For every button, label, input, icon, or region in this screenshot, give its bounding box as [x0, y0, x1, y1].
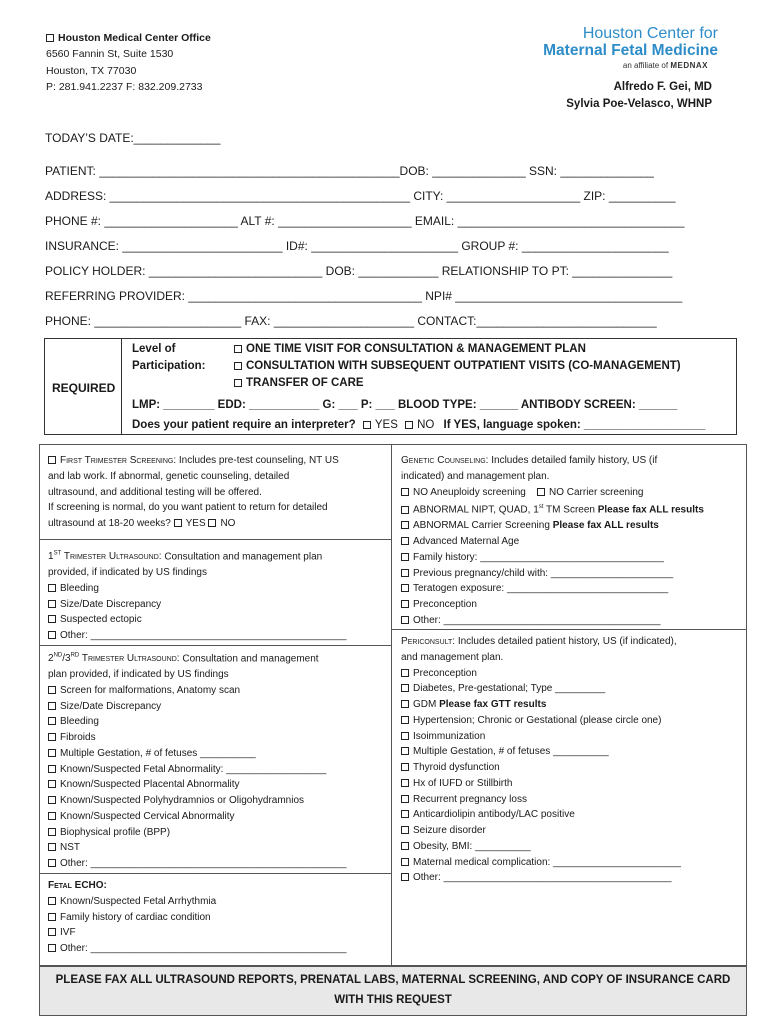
option-one-time-visit[interactable]: ONE TIME VISIT FOR CONSULTATION & MANAGEMENT PLAN [234, 341, 681, 358]
periconsult-section: Periconsult: Includes detailed patient history, US (if indicated), and management plan. Preconception Diabetes, Pre-gestational; Type _________ GDM Please fax GTT results Hypertension; Chronic or Gestational (please circle one) Isoimmunization Multiple Gestation, # of fetuses __________ Thyroid dysfunction Hx of IUFD or Stillbirth Recurrent pregnancy loss Anticardiolipin antibody/LAC positive Seizure disorder Obesity, BMI: __________ Maternal medical complication: _______________________ Other: _________________________________________ [401, 634, 743, 886]
list-item[interactable]: Diabetes, Pre-gestational; Type _________ [401, 681, 743, 697]
list-item[interactable]: Known/Suspected Cervical Abnormality [48, 809, 386, 825]
list-item[interactable]: Previous pregnancy/child with: ______________________ [401, 566, 743, 582]
language-spoken-field[interactable]: If YES, language spoken: ___________________ [443, 419, 706, 431]
required-box [44, 338, 737, 435]
list-item[interactable]: Multiple Gestation, # of fetuses __________ [401, 744, 743, 760]
return-yes-checkbox[interactable] [174, 519, 182, 527]
patient-line[interactable]: PATIENT: _____________________________________________DOB: ______________ SSN: ______________ [45, 164, 654, 178]
list-item[interactable]: NO Aneuploidy screening NO Carrier screening [401, 485, 743, 501]
option-transfer-of-care[interactable]: TRANSFER OF CARE [234, 375, 681, 392]
genetic-counseling-section: Genetic Counseling: Includes detailed family history, US (if indicated) and management plan. NO Aneuploidy screening NO Carrier screening ABNORMAL NIPT, QUAD, 1st TM Screen Please fax ALL results ABNORMAL Carrier Screening Please fax ALL results Advanced Maternal Age Family history: _________________________________ Previous pregnancy/child with: ______________________ Teratogen exposure: _____________________________ Preconception Other: _______________________________________ [401, 453, 743, 629]
logo-affiliate: an affiliate of MEDNAX [622, 61, 708, 70]
doctors-list [566, 79, 712, 113]
list-item[interactable]: Other: ______________________________________________ [48, 941, 386, 957]
phone-line[interactable]: PHONE #: ____________________ ALT #: ____________________ EMAIL: __________________________________ [45, 214, 685, 228]
services-grid [39, 444, 747, 966]
list-item[interactable]: ABNORMAL NIPT, QUAD, 1st TM Screen Please fax ALL results [401, 500, 743, 518]
list-item[interactable]: Other: _________________________________________ [401, 870, 743, 886]
list-item[interactable]: Multiple Gestation, # of fetuses __________ [48, 746, 386, 762]
footer-instructions: PLEASE FAX ALL ULTRASOUND REPORTS, PRENATAL LABS, MATERNAL SCREENING, AND COPY OF INSURANCE CARD WITH THIS REQUEST [39, 966, 747, 1016]
second-third-trimester-ultrasound-section: 2ND/3RD Trimester Ultrasound: Consultation and management plan provided, if indicated by US findings Screen for malformations, Anatomy scan Size/Date Discrepancy Bleeding Fibroids Multiple Gestation, # of fetuses __________ Known/Suspected Fetal Abnormality: __________________ Known/Suspected Placental Abnormality Known/Suspected Polyhydramnios or Oligohydramnios Known/Suspected Cervical Abnormality Biophysical profile (BPP) NST Other: ______________________________________________ [48, 649, 386, 872]
interpreter-no-checkbox[interactable] [405, 421, 413, 429]
list-item[interactable]: Biophysical profile (BPP) [48, 825, 386, 841]
checkbox[interactable] [234, 379, 242, 387]
list-item[interactable]: Anticardiolipin antibody/LAC positive [401, 807, 743, 823]
list-item[interactable]: Size/Date Discrepancy [48, 699, 386, 715]
list-item[interactable]: Screen for malformations, Anatomy scan [48, 683, 386, 699]
section-divider [40, 645, 391, 646]
list-item[interactable]: Other: _______________________________________ [401, 613, 743, 629]
return-no-checkbox[interactable] [208, 519, 216, 527]
option-co-management[interactable]: CONSULTATION WITH SUBSEQUENT OUTPATIENT VISITS (CO-MANAGEMENT) [234, 358, 681, 375]
list-item[interactable]: Suspected ectopic [48, 612, 386, 628]
required-label: REQUIRED [52, 381, 116, 395]
list-item[interactable]: Fibroids [48, 730, 386, 746]
interpreter-yes-checkbox[interactable] [363, 421, 371, 429]
participation-options [234, 341, 681, 392]
list-item[interactable]: Known/Suspected Fetal Abnormality: __________________ [48, 762, 386, 778]
list-item[interactable]: Known/Suspected Fetal Arrhythmia [48, 894, 386, 910]
list-item[interactable]: NST [48, 840, 386, 856]
referring-provider-line[interactable]: REFERRING PROVIDER: ___________________________________ NPI# __________________________________ [45, 289, 683, 303]
office-city: Houston, TX 77030 [46, 64, 137, 77]
list-item[interactable]: Size/Date Discrepancy [48, 597, 386, 613]
list-item[interactable]: Recurrent pregnancy loss [401, 792, 743, 808]
list-item[interactable]: Thyroid dysfunction [401, 760, 743, 776]
todays-date-field[interactable]: TODAY’S DATE:_____________ [45, 131, 221, 145]
list-item[interactable]: Hx of IUFD or Stillbirth [401, 776, 743, 792]
list-item[interactable]: Teratogen exposure: _____________________________ [401, 581, 743, 597]
policy-holder-line[interactable]: POLICY HOLDER: __________________________ DOB: ____________ RELATIONSHIP TO PT: _______________ [45, 264, 673, 278]
office-address-block [46, 30, 211, 95]
checkbox[interactable] [234, 345, 242, 353]
list-item[interactable]: Hypertension; Chronic or Gestational (please circle one) [401, 713, 743, 729]
section-divider [40, 873, 391, 874]
list-item[interactable]: Seizure disorder [401, 823, 743, 839]
first-trimester-screening-section: First Trimester Screening: Includes pre-test counseling, NT US and lab work. If abnormal, genetic counseling, detailed ultrasound, and additional testing will be offered. If screening is normal, do you want patient to return for detailed ultrasound at 18-20 weeks? YES NO [48, 455, 339, 529]
office-phones: P: 281.941.2237 F: 832.209.2733 [46, 80, 203, 93]
list-item[interactable]: Preconception [401, 666, 743, 682]
checkbox[interactable] [234, 362, 242, 370]
logo-line-1: Houston Center for [582, 25, 718, 42]
doctor-name: Sylvia Poe-Velasco, WHNP [566, 98, 712, 110]
office-name: Houston Medical Center Office [46, 30, 211, 46]
list-item[interactable]: Known/Suspected Polyhydramnios or Oligohydramnios [48, 793, 386, 809]
list-item[interactable]: Obesity, BMI: __________ [401, 839, 743, 855]
column-divider [391, 445, 392, 966]
list-item[interactable]: IVF [48, 925, 386, 941]
list-item[interactable]: Known/Suspected Placental Abnormality [48, 777, 386, 793]
logo [528, 26, 718, 70]
list-item[interactable]: Other: ______________________________________________ [48, 856, 386, 872]
lmp-line[interactable]: LMP: ________ EDD: ___________ G: ___ P: ___ BLOOD TYPE: ______ ANTIBODY SCREEN: ______ [132, 399, 678, 411]
office-checkbox[interactable] [46, 34, 54, 42]
list-item[interactable]: ABNORMAL Carrier Screening Please fax ALL results [401, 518, 743, 534]
section-divider [40, 539, 391, 540]
list-item[interactable]: Maternal medical complication: _______________________ [401, 855, 743, 871]
address-line[interactable]: ADDRESS: _____________________________________________ CITY: ____________________ ZIP: __________ [45, 189, 676, 203]
list-item[interactable]: Isoimmunization [401, 729, 743, 745]
list-item[interactable]: Other: ______________________________________________ [48, 628, 386, 644]
list-item[interactable]: Advanced Maternal Age [401, 534, 743, 550]
doctor-name: Alfredo F. Gei, MD [613, 81, 712, 93]
first-trimester-ultrasound-section: 1ST Trimester Ultrasound: Consultation and management plan provided, if indicated by US findings Bleeding Size/Date Discrepancy Suspected ectopic Other: ______________________________________________ [48, 547, 386, 644]
provider-contact-line[interactable]: PHONE: ______________________ FAX: _____________________ CONTACT:___________________________ [45, 314, 657, 328]
first-trimester-screening-checkbox[interactable] [48, 456, 56, 464]
list-item[interactable]: Bleeding [48, 581, 386, 597]
insurance-line[interactable]: INSURANCE: ________________________ ID#: ______________________ GROUP #: ______________________ [45, 239, 669, 253]
list-item[interactable]: Bleeding [48, 714, 386, 730]
list-item[interactable]: Family history: _________________________________ [401, 550, 743, 566]
list-item[interactable]: Preconception [401, 597, 743, 613]
office-street: 6560 Fannin St, Suite 1530 [46, 48, 174, 61]
list-item[interactable]: GDM Please fax GTT results [401, 697, 743, 713]
list-item[interactable]: Family history of cardiac condition [48, 910, 386, 926]
interpreter-line: Does your patient require an interpreter? YES NO If YES, language spoken: ___________________ [132, 419, 706, 431]
logo-line-2: Maternal Fetal Medicine [543, 42, 718, 59]
level-of-participation-label: Level of Participation: [132, 343, 206, 372]
fetal-echo-section: Fetal ECHO: Known/Suspected Fetal Arrhythmia Family history of cardiac condition IVF Other: ______________________________________________ [48, 878, 386, 957]
section-divider [391, 629, 747, 630]
